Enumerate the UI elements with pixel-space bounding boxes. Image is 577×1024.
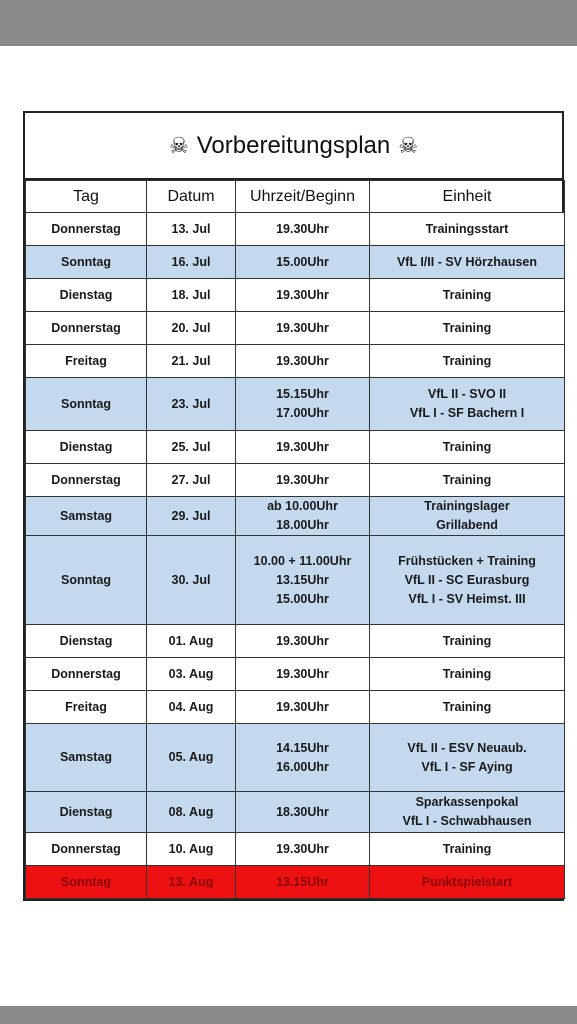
cell-datum: 10. Aug <box>147 833 236 866</box>
cell-datum: 08. Aug <box>147 792 236 833</box>
cell-uhrzeit-line: 14.15Uhr <box>276 740 329 755</box>
schedule-row <box>26 792 565 833</box>
cell-uhrzeit <box>236 497 370 536</box>
cell-einheit-line: VfL II - ESV Neuaub. <box>407 740 527 755</box>
schedule-row <box>26 866 565 899</box>
cell-einheit <box>370 213 565 246</box>
schedule-row <box>26 312 565 345</box>
schedule-row <box>26 378 565 431</box>
cell-einheit <box>370 345 565 378</box>
cell-einheit-line: VfL I - SF Bachern I <box>409 406 525 420</box>
cell-einheit <box>370 431 565 464</box>
cell-uhrzeit <box>236 724 370 792</box>
cell-einheit <box>370 866 565 899</box>
cell-tag: Donnerstag <box>26 312 147 345</box>
cell-uhrzeit-line: 13.15Uhr <box>276 874 329 889</box>
cell-datum: 21. Jul <box>147 345 236 378</box>
schedule-table <box>25 180 565 899</box>
cell-uhrzeit <box>236 378 370 431</box>
cell-datum: 13. Jul <box>147 213 236 246</box>
cell-datum: 16. Jul <box>147 246 236 279</box>
cell-einheit-line: Punktspielstart <box>421 874 513 889</box>
cell-einheit <box>370 691 565 724</box>
cell-datum: 04. Aug <box>147 691 236 724</box>
cell-einheit-line: Training <box>442 320 492 335</box>
cell-datum: 30. Jul <box>147 536 236 625</box>
cell-uhrzeit-line: 19.30Uhr <box>276 353 329 368</box>
cell-uhrzeit-line: 18.00Uhr <box>276 518 329 532</box>
cell-tag: Donnerstag <box>26 213 147 246</box>
skull-crossbones-icon: ☠ <box>398 132 418 158</box>
schedule-row <box>26 431 565 464</box>
cell-einheit <box>370 312 565 345</box>
schedule-row <box>26 724 565 792</box>
cell-tag: Dienstag <box>26 279 147 312</box>
cell-tag: Donnerstag <box>26 464 147 497</box>
cell-einheit <box>370 833 565 866</box>
cell-tag: Dienstag <box>26 625 147 658</box>
cell-einheit <box>370 497 565 536</box>
cell-uhrzeit <box>236 625 370 658</box>
cell-uhrzeit <box>236 792 370 833</box>
cell-einheit <box>370 792 565 833</box>
cell-uhrzeit-line: 18.30Uhr <box>276 804 329 819</box>
cell-datum: 20. Jul <box>147 312 236 345</box>
cell-tag: Sonntag <box>26 378 147 431</box>
cell-einheit-line: VfL I - SF Aying <box>421 759 513 774</box>
training-schedule <box>23 111 564 901</box>
cell-datum: 13. Aug <box>147 866 236 899</box>
cell-einheit-line: VfL II - SVO II <box>427 387 507 401</box>
cell-datum: 25. Jul <box>147 431 236 464</box>
cell-uhrzeit <box>236 464 370 497</box>
cell-einheit-line: Grillabend <box>436 518 498 532</box>
cell-tag: Dienstag <box>26 431 147 464</box>
cell-uhrzeit <box>236 345 370 378</box>
cell-datum: 23. Jul <box>147 378 236 431</box>
cell-einheit-line: Training <box>442 353 492 368</box>
cell-uhrzeit-line: 19.30Uhr <box>276 841 329 856</box>
schedule-row <box>26 833 565 866</box>
cell-tag: Donnerstag <box>26 658 147 691</box>
schedule-title: Vorbereitungsplan <box>196 131 391 159</box>
cell-einheit-line: Training <box>442 287 492 302</box>
cell-einheit <box>370 246 565 279</box>
cell-uhrzeit <box>236 213 370 246</box>
cell-uhrzeit-line: 19.30Uhr <box>276 287 329 302</box>
cell-einheit <box>370 724 565 792</box>
schedule-row <box>26 279 565 312</box>
cell-uhrzeit <box>236 312 370 345</box>
header-row <box>26 181 565 213</box>
schedule-row <box>26 536 565 625</box>
cell-einheit <box>370 279 565 312</box>
cell-einheit-line: Training <box>442 439 492 454</box>
cell-datum: 18. Jul <box>147 279 236 312</box>
cell-einheit-line: Sparkassenpokal <box>415 795 519 809</box>
cell-einheit-line: VfL I/II - SV Hörzhausen <box>396 254 538 269</box>
cell-einheit-line: Training <box>442 699 492 714</box>
cell-uhrzeit <box>236 658 370 691</box>
cell-einheit <box>370 658 565 691</box>
cell-datum: 03. Aug <box>147 658 236 691</box>
cell-einheit <box>370 536 565 625</box>
cell-datum: 05. Aug <box>147 724 236 792</box>
cell-einheit-line: Training <box>442 472 492 487</box>
cell-tag: Freitag <box>26 691 147 724</box>
cell-einheit-line: Training <box>442 633 492 648</box>
cell-uhrzeit <box>236 536 370 625</box>
cell-datum: 01. Aug <box>147 625 236 658</box>
cell-uhrzeit <box>236 279 370 312</box>
cell-uhrzeit <box>236 246 370 279</box>
cell-tag: Sonntag <box>26 536 147 625</box>
header-einheit: Einheit <box>370 181 565 213</box>
cell-einheit-line: Frühstücken + Training <box>398 553 536 568</box>
cell-uhrzeit <box>236 431 370 464</box>
cell-uhrzeit-line: 19.30Uhr <box>276 666 329 681</box>
cell-tag: Freitag <box>26 345 147 378</box>
header-tag: Tag <box>26 181 147 213</box>
cell-einheit-line: Trainingsstart <box>425 221 509 236</box>
cell-datum: 29. Jul <box>147 497 236 536</box>
cell-tag: Samstag <box>26 724 147 792</box>
cell-uhrzeit-line: 17.00Uhr <box>276 406 329 420</box>
cell-einheit-line: VfL I - Schwabhausen <box>402 814 532 828</box>
cell-uhrzeit <box>236 866 370 899</box>
cell-uhrzeit <box>236 691 370 724</box>
cell-einheit-line: Trainingslager <box>424 499 510 513</box>
cell-tag: Samstag <box>26 497 147 536</box>
cell-uhrzeit-line: 13.15Uhr <box>276 572 329 587</box>
schedule-body <box>26 213 565 899</box>
cell-uhrzeit-line: 15.00Uhr <box>276 254 329 269</box>
schedule-row <box>26 213 565 246</box>
schedule-row <box>26 625 565 658</box>
cell-uhrzeit-line: 19.30Uhr <box>276 472 329 487</box>
header-datum: Datum <box>147 181 236 213</box>
cell-uhrzeit-line: 10.00 + 11.00Uhr <box>253 553 352 568</box>
cell-tag: Donnerstag <box>26 833 147 866</box>
cell-einheit-line: VfL II - SC Eurasburg <box>404 572 530 587</box>
schedule-row <box>26 246 565 279</box>
cell-einheit-line: Training <box>442 841 492 856</box>
cell-uhrzeit-line: 19.30Uhr <box>276 633 329 648</box>
skull-crossbones-icon: ☠ <box>169 132 189 158</box>
cell-tag: Dienstag <box>26 792 147 833</box>
cell-uhrzeit <box>236 833 370 866</box>
schedule-row <box>26 345 565 378</box>
cell-einheit <box>370 378 565 431</box>
schedule-row <box>26 464 565 497</box>
cell-tag: Sonntag <box>26 866 147 899</box>
cell-einheit <box>370 625 565 658</box>
schedule-title-row <box>25 113 562 180</box>
cell-uhrzeit-line: 19.30Uhr <box>276 320 329 335</box>
cell-tag: Sonntag <box>26 246 147 279</box>
cell-uhrzeit-line: 19.30Uhr <box>276 699 329 714</box>
top-frame-bar <box>0 0 577 46</box>
header-uhrzeit: Uhrzeit/Beginn <box>236 181 370 213</box>
cell-uhrzeit-line: 19.30Uhr <box>276 439 329 454</box>
schedule-row <box>26 691 565 724</box>
cell-uhrzeit-line: ab 10.00Uhr <box>267 499 338 513</box>
cell-uhrzeit-line: 15.00Uhr <box>276 591 329 606</box>
cell-uhrzeit-line: 19.30Uhr <box>276 221 329 236</box>
schedule-row <box>26 658 565 691</box>
cell-einheit <box>370 464 565 497</box>
cell-uhrzeit-line: 15.15Uhr <box>276 387 329 401</box>
cell-datum: 27. Jul <box>147 464 236 497</box>
cell-einheit-line: VfL I - SV Heimst. III <box>408 591 526 606</box>
cell-einheit-line: Training <box>442 666 492 681</box>
cell-uhrzeit-line: 16.00Uhr <box>276 759 329 774</box>
bottom-frame-bar <box>0 1006 577 1024</box>
schedule-row <box>26 497 565 536</box>
